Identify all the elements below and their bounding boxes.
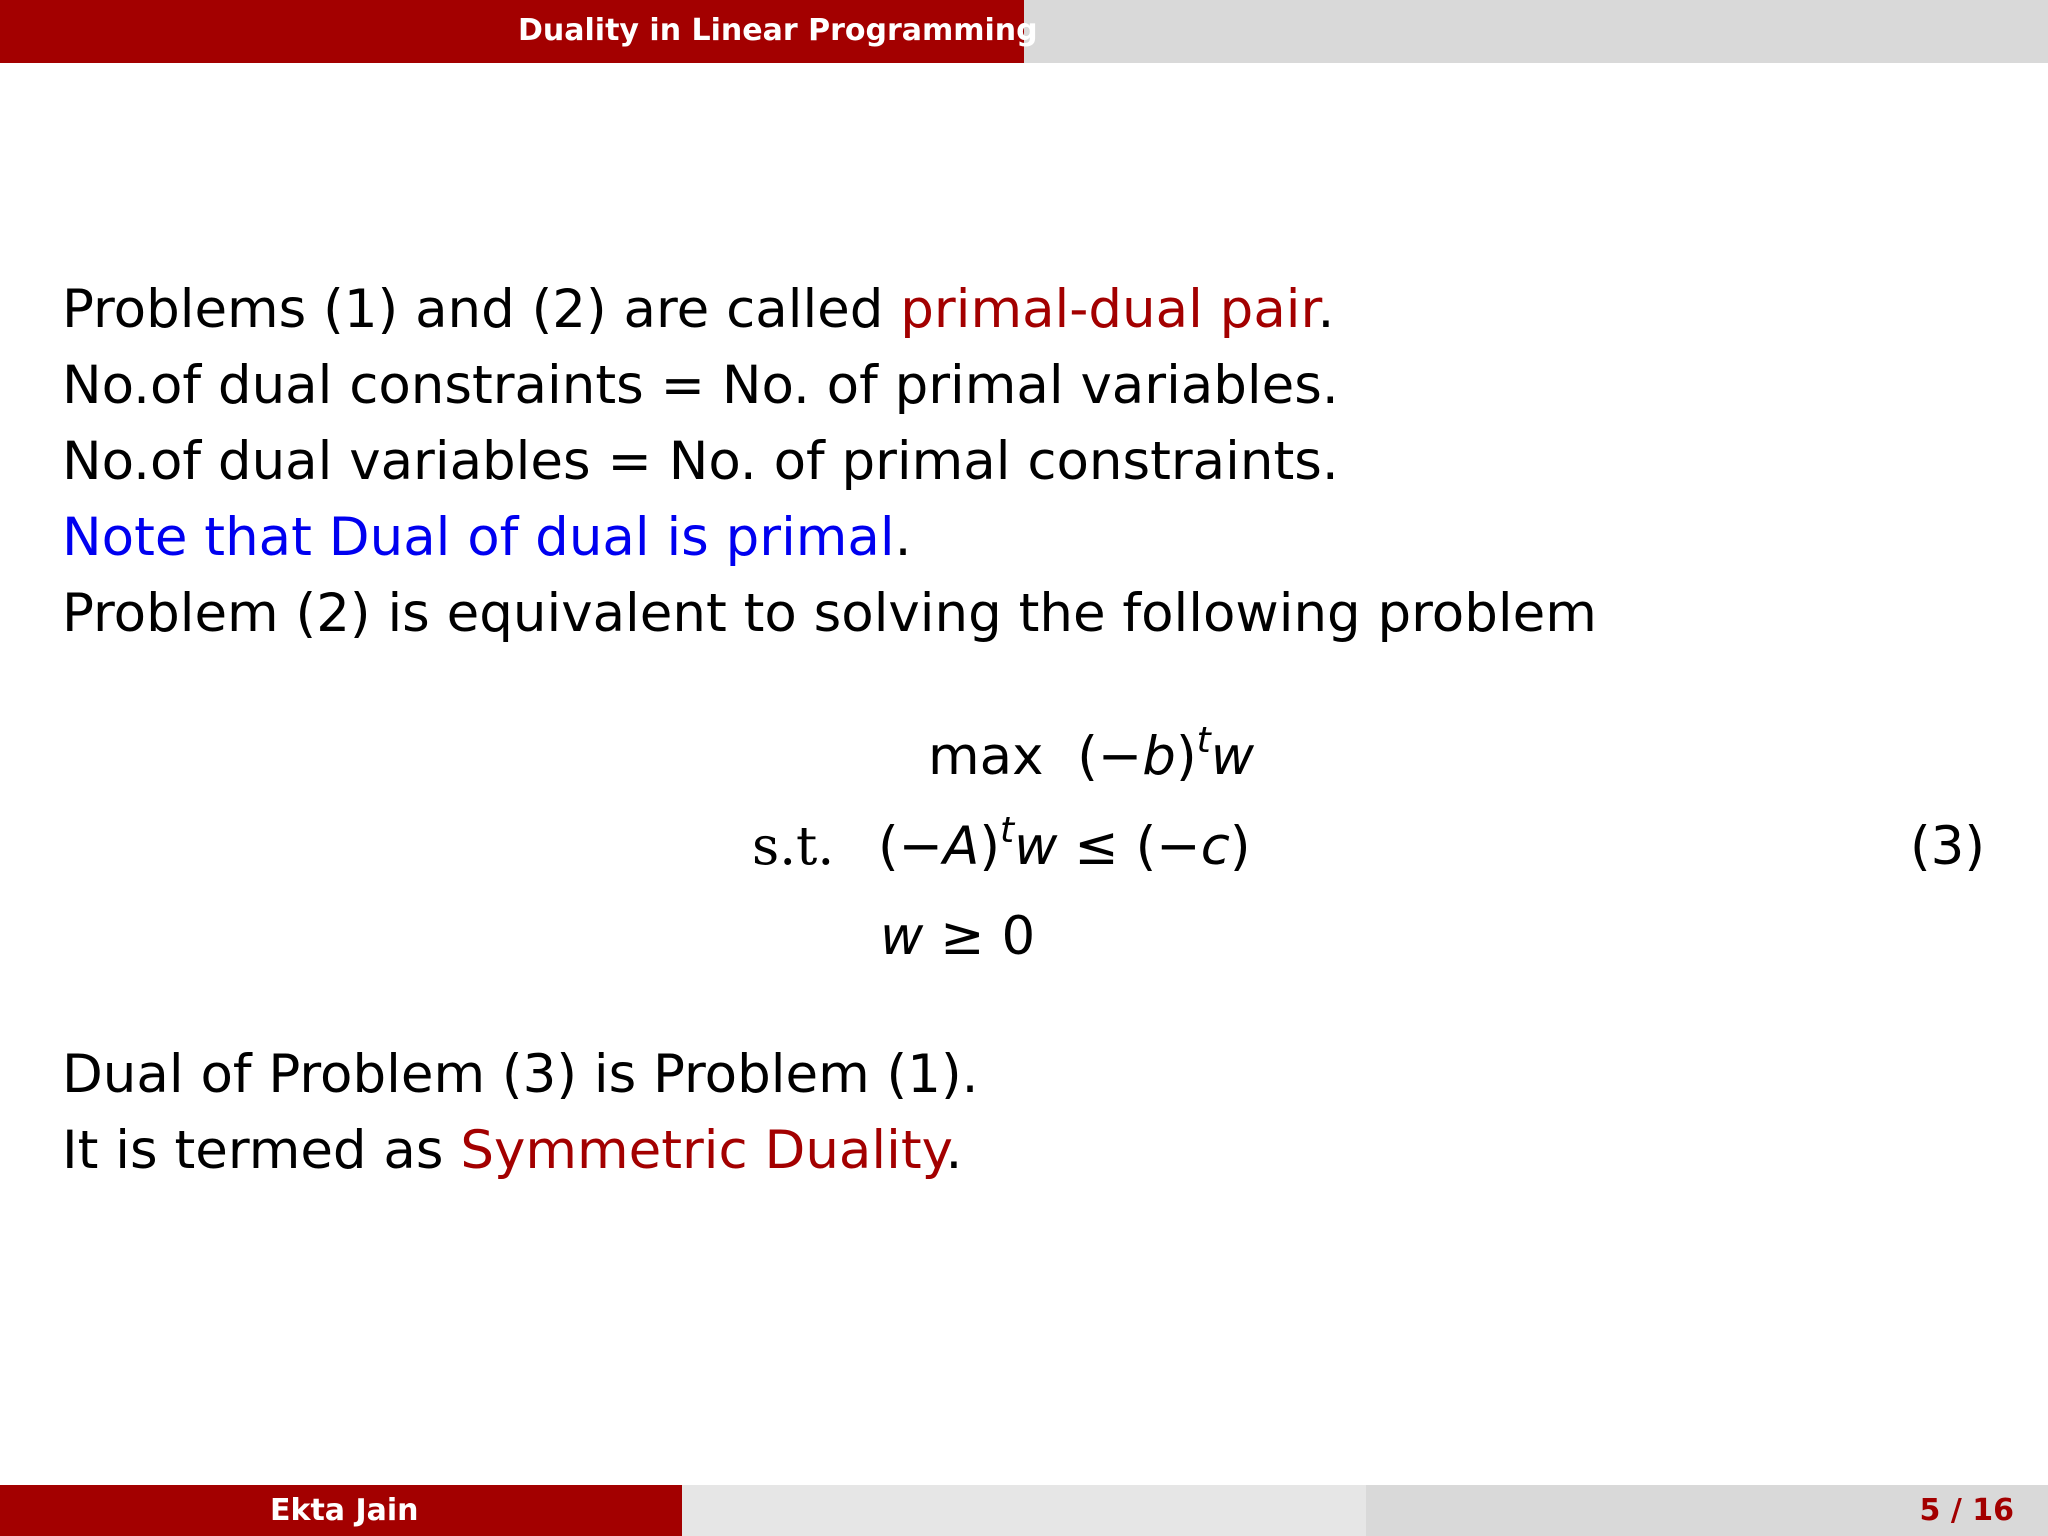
nonnegativity-row — [880, 907, 1035, 967]
objective-var-b: b — [1142, 726, 1176, 787]
footer-middle-section — [682, 1485, 1366, 1536]
footer-author: Ekta Jain — [270, 1493, 419, 1528]
constraint-paren-close: ) — [979, 816, 1001, 877]
header-bar — [0, 0, 2048, 63]
objective-paren-close: ) — [1175, 726, 1197, 787]
subject-to-label: s.t. — [752, 816, 835, 877]
conclusion-block — [62, 1037, 978, 1189]
nonneg-var-w: w — [880, 906, 924, 967]
constraint-paren-open: (− — [878, 816, 944, 877]
footer-author-box — [0, 1485, 682, 1536]
footer-bar — [0, 1485, 2048, 1536]
body-line-1-text: Problems (1) and (2) are called — [62, 279, 901, 340]
nonneg-relation: ≥ 0 — [923, 906, 1036, 967]
body-line-2: No.of dual constraints = No. of primal variables. — [62, 355, 1339, 416]
constraint-paren-end: ) — [1229, 816, 1251, 877]
dual-of-dual-note: Note that Dual of dual is primal — [62, 507, 895, 568]
slide-body — [62, 272, 2002, 652]
constraint-relation: ≤ (− — [1057, 816, 1201, 877]
body-line-4 — [62, 500, 2002, 576]
body-line-1 — [62, 272, 2002, 348]
conclusion-line-2 — [62, 1113, 978, 1189]
primal-dual-pair-highlight: primal-dual pair — [900, 279, 1318, 340]
constraint-var-a: A — [943, 816, 980, 877]
conclusion-line-1: Dual of Problem (3) is Problem (1). — [62, 1044, 979, 1105]
constraint-row — [878, 810, 1251, 877]
body-line-3: No.of dual variables = No. of primal constraints. — [62, 431, 1339, 492]
conclusion-line-2-text: It is termed as — [62, 1120, 461, 1181]
body-line-4-period: . — [894, 507, 912, 568]
page-number: 5 / 16 — [1919, 1493, 2014, 1528]
body-line-5: Problem (2) is equivalent to solving the following problem — [62, 583, 1597, 644]
max-operator: max — [928, 726, 1044, 787]
objective-paren-open: (− — [1077, 726, 1143, 787]
constraint-var-c: c — [1200, 816, 1230, 877]
header-title-box — [0, 0, 1038, 63]
objective-transpose: t — [1196, 720, 1211, 761]
body-line-1-period: . — [1317, 279, 1335, 340]
equation-number: (3) — [1910, 816, 1986, 877]
constraint-var-w: w — [1014, 816, 1058, 877]
objective-var-w: w — [1210, 726, 1255, 787]
conclusion-line-2-period: . — [945, 1120, 963, 1181]
constraint-transpose: t — [1000, 810, 1015, 851]
objective-row — [928, 720, 1255, 787]
symmetric-duality-highlight: Symmetric Duality — [460, 1120, 946, 1181]
slide-title: Duality in Linear Programming — [518, 13, 1038, 48]
